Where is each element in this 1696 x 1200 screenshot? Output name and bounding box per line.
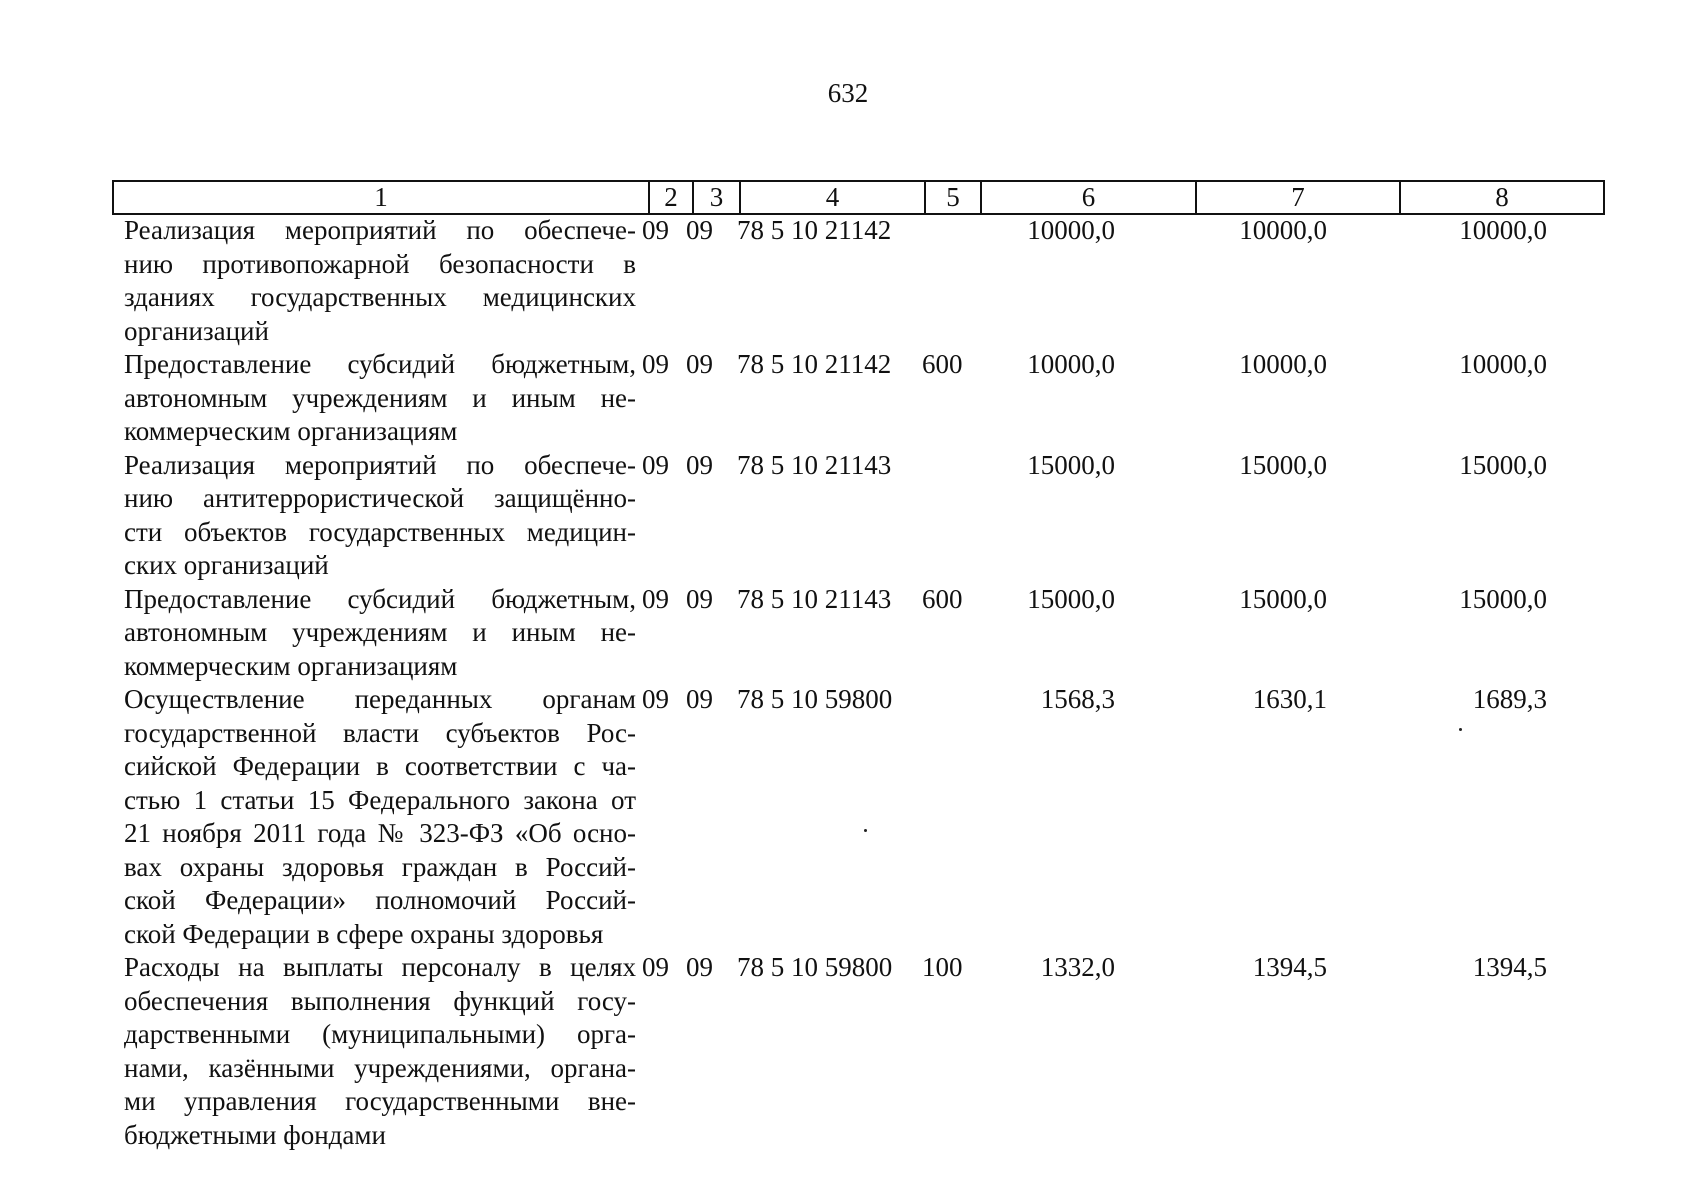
amount-column-7: 15000,0	[1239, 583, 1327, 614]
row-name-line: зданиях государственных медицинских	[124, 282, 636, 312]
row-name-line: государственной власти субъектов Рос-	[124, 717, 636, 748]
row-name-line: автономным учреждениям и иным не-	[124, 617, 636, 647]
amount-column-6: 10000,0	[1027, 215, 1115, 245]
amount-column-8: 10000,0	[1459, 215, 1547, 245]
column-header-6: 6	[981, 181, 1196, 214]
expense-type-code: 600	[922, 349, 963, 379]
section-code: 09	[642, 349, 669, 379]
subsection-code: 09	[686, 583, 713, 614]
target-article-code: 78 5 10 21142	[737, 349, 892, 379]
table-row	[112, 951, 1603, 1152]
row-name-line: ской Федерации в сфере охраны здоровья	[124, 918, 604, 949]
amount-column-7: 10000,0	[1239, 349, 1327, 379]
row-name-line: ских организаций	[124, 550, 329, 580]
amount-column-6: 1332,0	[1040, 952, 1115, 982]
amount-column-8: 1394,5	[1472, 952, 1547, 982]
column-header-5: 5	[925, 181, 981, 214]
row-name	[112, 214, 636, 348]
row-name-line: стью 1 статьи 15 Федерального закона от	[124, 784, 636, 815]
section-code: 09	[642, 684, 669, 714]
table-row	[112, 214, 1603, 348]
column-header-2: 2	[649, 181, 693, 214]
table-row	[112, 348, 1603, 449]
amount-column-6: 15000,0	[1027, 583, 1115, 614]
row-name-line: коммерческим организациям	[124, 416, 458, 446]
target-article-code: 78 5 10 59800	[737, 952, 893, 982]
amount-column-8: 15000,0	[1459, 449, 1547, 480]
row-name	[112, 348, 636, 449]
target-article-code: 78 5 10 21143	[737, 583, 892, 614]
row-name-line: Предоставление субсидий бюджетным,	[124, 349, 636, 379]
row-name-line: автономным учреждениям и иным не-	[124, 382, 636, 413]
column-header-3: 3	[693, 181, 740, 214]
row-name-line: ской Федерации» полномочий Россий-	[124, 885, 636, 915]
amount-column-6: 1568,3	[1040, 684, 1115, 714]
section-code: 09	[642, 215, 669, 245]
subsection-code: 09	[686, 952, 713, 982]
expense-type-code: 100	[922, 952, 963, 982]
amount-column-7: 15000,0	[1239, 449, 1327, 480]
subsection-code: 09	[686, 449, 713, 480]
expense-type-code: 600	[922, 583, 963, 614]
row-name-line: Осуществление переданных органам	[124, 684, 636, 714]
row-name	[112, 583, 636, 684]
column-header-7: 7	[1196, 181, 1400, 214]
row-name-line: сти объектов государственных медицин-	[124, 516, 636, 547]
row-name-line: Реализация мероприятий по обеспече-	[124, 215, 636, 245]
row-name-line: Реализация мероприятий по обеспече-	[124, 449, 636, 480]
subsection-code: 09	[686, 684, 713, 714]
table-row	[112, 583, 1603, 684]
target-article-code: 78 5 10 21142	[737, 215, 892, 245]
page-number: 632	[827, 78, 869, 108]
budget-table-header	[112, 180, 1605, 215]
subsection-code: 09	[686, 349, 713, 379]
section-code: 09	[642, 583, 669, 614]
amount-column-7: 10000,0	[1239, 215, 1327, 245]
row-name-line: вах охраны здоровья граждан в Россий-	[124, 851, 636, 882]
row-name-line: Расходы на выплаты персоналу в целях	[124, 952, 636, 982]
amount-column-8: 10000,0	[1459, 349, 1547, 379]
row-name-line: организаций	[124, 315, 269, 346]
section-code: 09	[642, 952, 669, 982]
row-name	[112, 951, 636, 1152]
amount-column-7: 1394,5	[1252, 952, 1327, 982]
row-name-line: бюджетными фондами	[124, 1119, 386, 1150]
row-name-line: обеспечения выполнения функций госу-	[124, 985, 636, 1016]
row-name-line: коммерческим организациям	[124, 650, 458, 681]
amount-column-8: 15000,0	[1459, 583, 1547, 614]
amount-column-8: 1689,3	[1472, 684, 1547, 714]
row-name-line: Предоставление субсидий бюджетным,	[124, 583, 636, 614]
row-name-line: нию антитеррористической защищённо-	[124, 483, 636, 513]
row-name-line: 21 ноября 2011 года № 323-ФЗ «Об осно-	[124, 818, 636, 848]
column-header-1: 1	[113, 181, 649, 214]
target-article-code: 78 5 10 59800	[737, 684, 893, 714]
table-row	[112, 683, 1603, 951]
row-name-line: ми управления государственными вне-	[124, 1086, 636, 1116]
row-name-line: сийской Федерации в соответствии с ча-	[124, 751, 636, 781]
row-name-line: нию противопожарной безопасности в	[124, 248, 636, 279]
budget-table-body	[112, 214, 1603, 1152]
scan-speck	[1459, 728, 1462, 731]
subsection-code: 09	[686, 215, 713, 245]
row-name-line: нами, казёнными учреждениями, органа-	[124, 1052, 636, 1083]
table-row	[112, 449, 1603, 583]
amount-column-6: 15000,0	[1027, 449, 1115, 480]
scan-speck	[864, 829, 867, 832]
section-code: 09	[642, 449, 669, 480]
column-header-8: 8	[1400, 181, 1604, 214]
column-header-4: 4	[740, 181, 925, 214]
amount-column-7: 1630,1	[1252, 684, 1327, 714]
row-name	[112, 449, 636, 583]
amount-column-6: 10000,0	[1027, 349, 1115, 379]
row-name-line: дарственными (муниципальными) орга-	[124, 1019, 636, 1049]
target-article-code: 78 5 10 21143	[737, 449, 892, 480]
row-name	[112, 683, 636, 951]
column-number-row	[113, 181, 1604, 214]
